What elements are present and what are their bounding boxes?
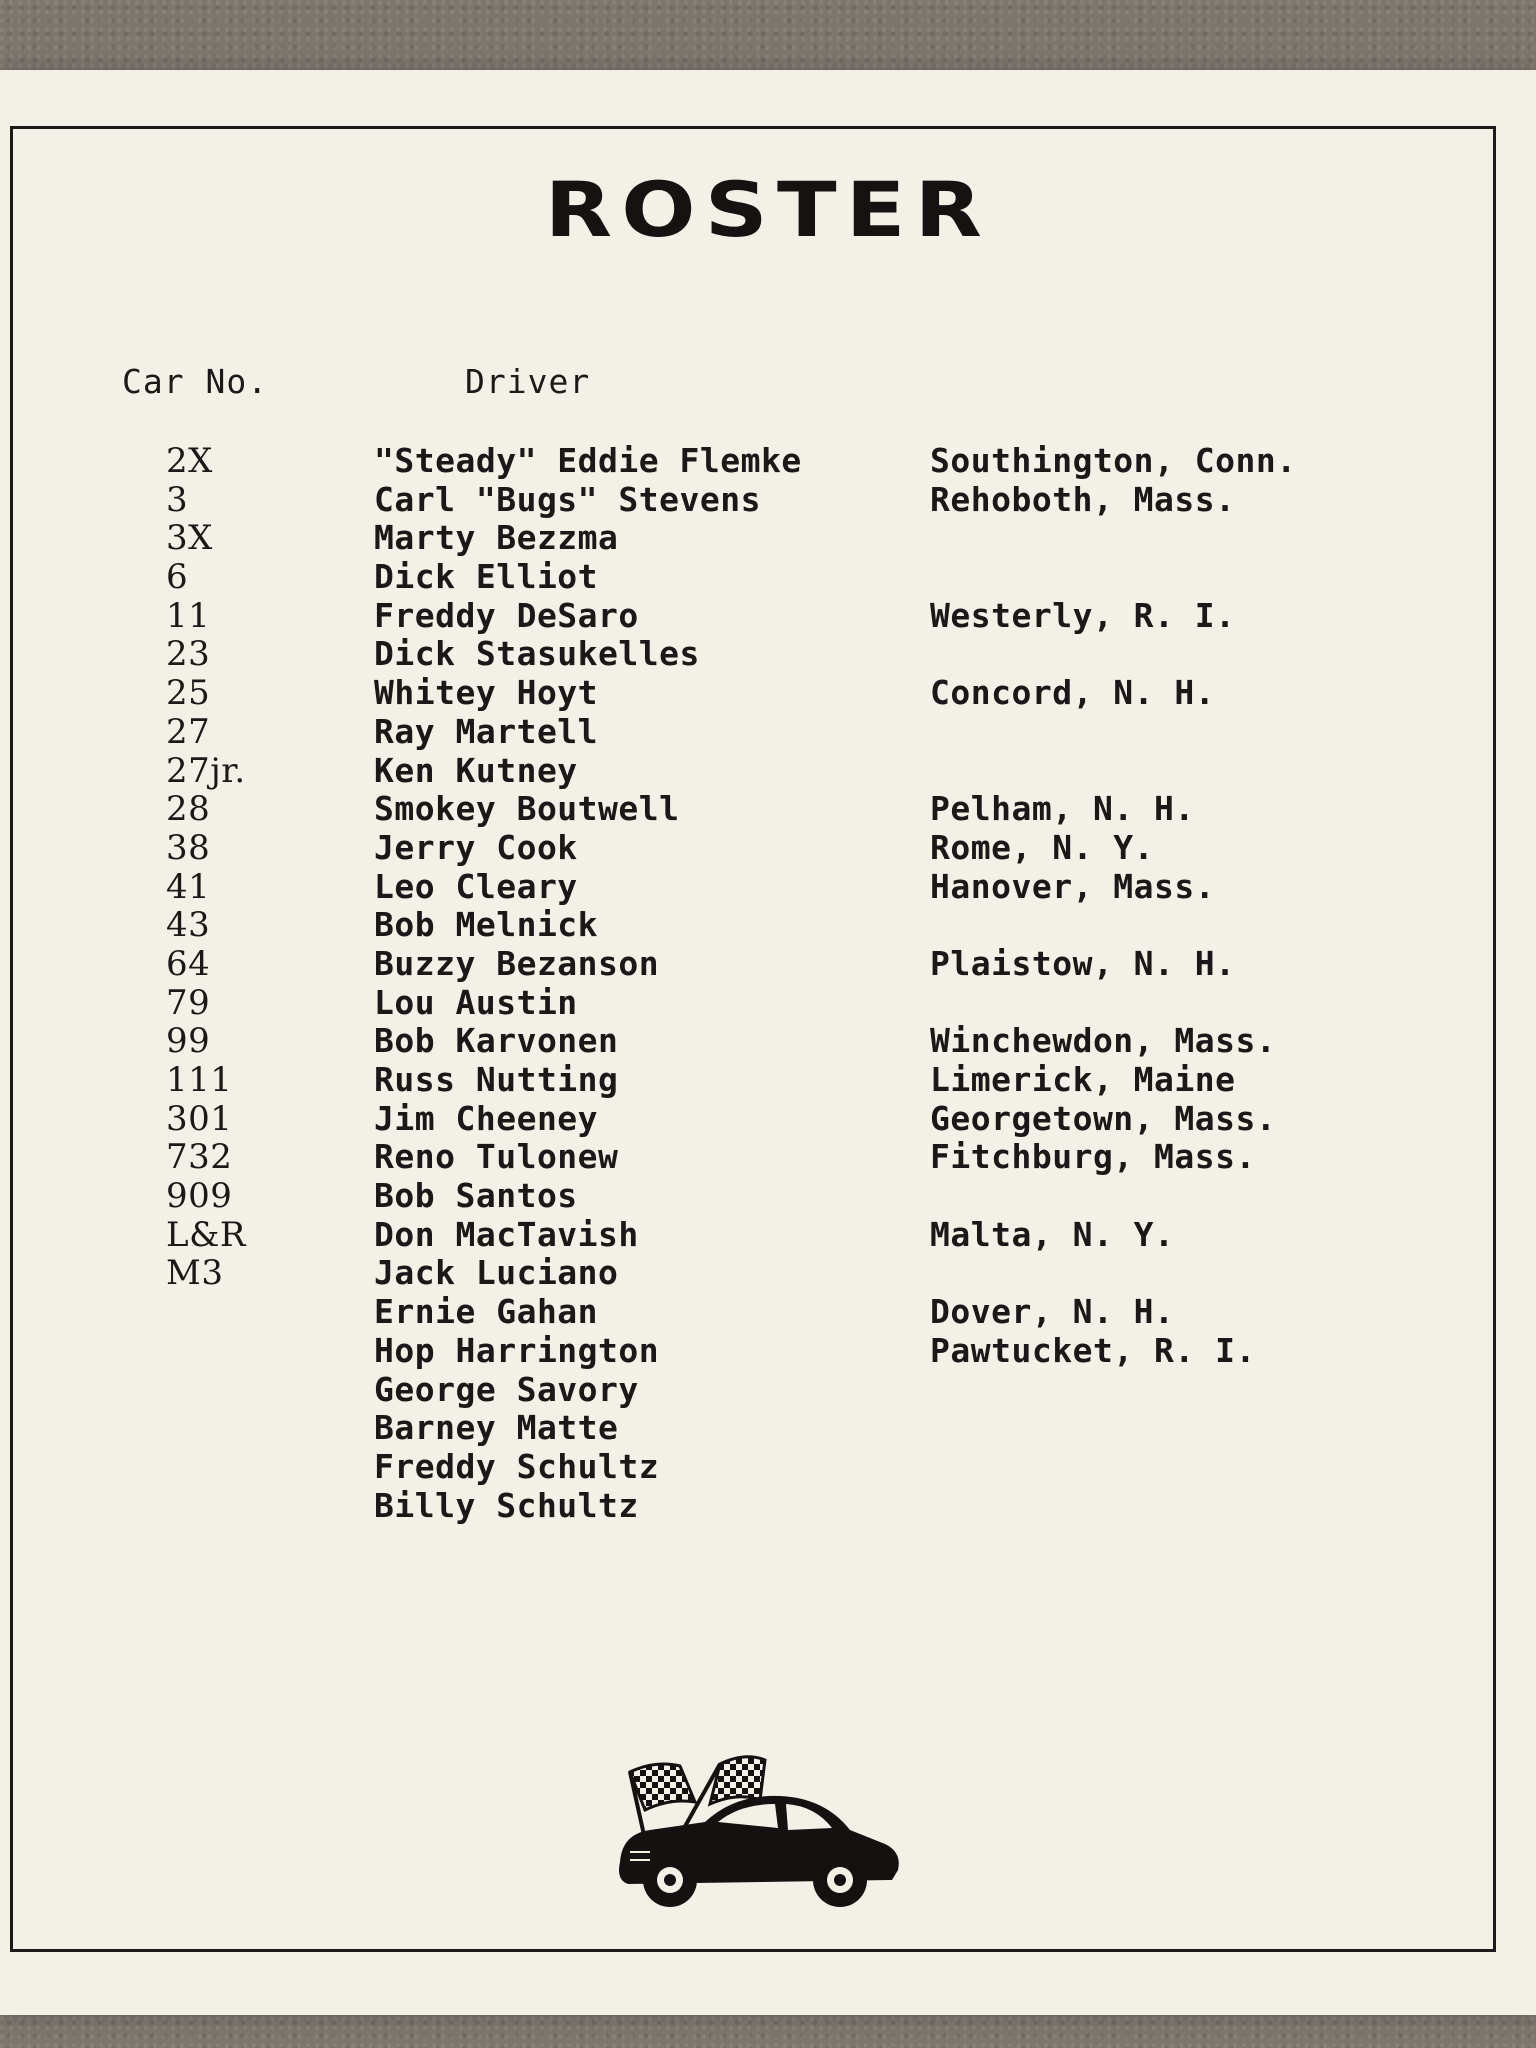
- roster-row: [0, 674, 1536, 713]
- car-number: 301: [166, 1098, 233, 1139]
- driver-name: Whitey Hoyt: [374, 673, 599, 713]
- roster-row: [0, 1254, 1536, 1293]
- driver-name: Billy Schultz: [374, 1485, 639, 1525]
- car-number: 28: [166, 789, 211, 830]
- driver-name: Smokey Boutwell: [374, 789, 680, 829]
- driver-name: Ernie Gahan: [374, 1292, 599, 1332]
- hometown: Fitchburg, Mass.: [930, 1137, 1256, 1177]
- car-number: 64: [166, 943, 211, 984]
- car-number: 111: [166, 1060, 233, 1100]
- driver-name: Dick Elliot: [374, 557, 599, 597]
- roster-row: [0, 906, 1536, 945]
- hometown: Plaistow, N. H.: [930, 943, 1236, 983]
- roster-row: [0, 481, 1536, 520]
- driver-name: Leo Cleary: [374, 866, 578, 906]
- driver-header: Driver: [465, 362, 591, 401]
- driver-name: Freddy DeSaro: [374, 595, 639, 635]
- car-number: 909: [166, 1176, 233, 1217]
- roster-row: [0, 519, 1536, 558]
- driver-name: Reno Tulonew: [374, 1137, 619, 1177]
- roster-row: [0, 1293, 1536, 1332]
- hometown: Malta, N. Y.: [930, 1214, 1175, 1254]
- driver-name: Dick Stasukelles: [374, 634, 700, 674]
- car-number: 27jr.: [166, 750, 246, 791]
- driver-name: Jerry Cook: [374, 827, 578, 867]
- roster-row: [0, 713, 1536, 752]
- driver-name: Marty Bezzma: [374, 518, 619, 558]
- driver-name: Ray Martell: [374, 711, 599, 751]
- driver-name: "Steady" Eddie Flemke: [374, 441, 802, 480]
- roster-row: [0, 558, 1536, 597]
- roster-row: [0, 868, 1536, 907]
- driver-name: Bob Santos: [374, 1176, 578, 1216]
- driver-name: Jack Luciano: [374, 1253, 619, 1293]
- roster-row: [0, 1022, 1536, 1061]
- driver-name: Lou Austin: [374, 982, 578, 1022]
- driver-name: Bob Karvonen: [374, 1021, 619, 1061]
- car-number: 11: [166, 595, 211, 636]
- driver-name: George Savory: [374, 1369, 639, 1409]
- roster-row: [0, 1487, 1536, 1526]
- roster-row: [0, 790, 1536, 829]
- roster-row: [0, 1138, 1536, 1177]
- hometown: Concord, N. H.: [930, 673, 1216, 713]
- driver-name: Hop Harrington: [374, 1330, 660, 1370]
- roster-row: [0, 1061, 1536, 1100]
- roster-row: [0, 984, 1536, 1023]
- roster-row: [0, 442, 1536, 481]
- car-number: 732: [166, 1137, 233, 1178]
- car-number: M3: [166, 1253, 224, 1294]
- car-number: 43: [166, 905, 211, 946]
- roster-row: [0, 1216, 1536, 1255]
- roster-row: [0, 945, 1536, 984]
- roster-row: [0, 597, 1536, 636]
- car-number: 23: [166, 634, 211, 675]
- hometown: Dover, N. H.: [930, 1292, 1175, 1332]
- roster-row: [0, 635, 1536, 674]
- car-number: 27: [166, 711, 211, 752]
- hometown: Southington, Conn.: [930, 441, 1297, 480]
- car-number: 41: [166, 866, 211, 907]
- hometown: Rehoboth, Mass.: [930, 479, 1236, 519]
- hometown: Hanover, Mass.: [930, 866, 1216, 906]
- car-number-header: Car No.: [122, 362, 269, 401]
- roster-row: [0, 752, 1536, 791]
- roster-row: [0, 1409, 1536, 1448]
- race-car-checkered-flags-icon: [610, 1752, 910, 1912]
- roster-row: [0, 829, 1536, 868]
- driver-name: Don MacTavish: [374, 1214, 639, 1254]
- driver-name: Russ Nutting: [374, 1060, 619, 1099]
- driver-name: Freddy Schultz: [374, 1446, 660, 1486]
- hometown: Rome, N. Y.: [930, 827, 1155, 867]
- car-number: 99: [166, 1021, 211, 1062]
- hometown: Georgetown, Mass.: [930, 1098, 1277, 1138]
- roster-row: [0, 1448, 1536, 1487]
- driver-name: Bob Melnick: [374, 905, 599, 945]
- car-number: 79: [166, 982, 211, 1023]
- driver-name: Ken Kutney: [374, 750, 578, 790]
- driver-name: Barney Matte: [374, 1408, 619, 1448]
- roster-list: [0, 442, 1536, 1525]
- car-number: 6: [166, 557, 189, 598]
- car-number: L&R: [166, 1214, 246, 1255]
- car-number: 2X: [166, 441, 213, 481]
- hometown: Pelham, N. H.: [930, 789, 1195, 829]
- page-title: ROSTER: [544, 165, 992, 254]
- car-number: 3X: [166, 518, 213, 559]
- hometown: Pawtucket, R. I.: [930, 1330, 1256, 1370]
- driver-name: Jim Cheeney: [374, 1098, 599, 1138]
- roster-row: [0, 1332, 1536, 1371]
- roster-row: [0, 1100, 1536, 1139]
- hometown: Winchewdon, Mass.: [930, 1021, 1277, 1061]
- driver-name: Buzzy Bezanson: [374, 943, 660, 983]
- car-number: 25: [166, 673, 211, 714]
- car-number: 38: [166, 827, 211, 868]
- hometown: Limerick, Maine: [930, 1060, 1236, 1099]
- driver-name: Carl "Bugs" Stevens: [374, 479, 761, 519]
- hometown: Westerly, R. I.: [930, 595, 1236, 635]
- roster-row: [0, 1177, 1536, 1216]
- roster-row: [0, 1371, 1536, 1410]
- car-number: 3: [166, 479, 189, 520]
